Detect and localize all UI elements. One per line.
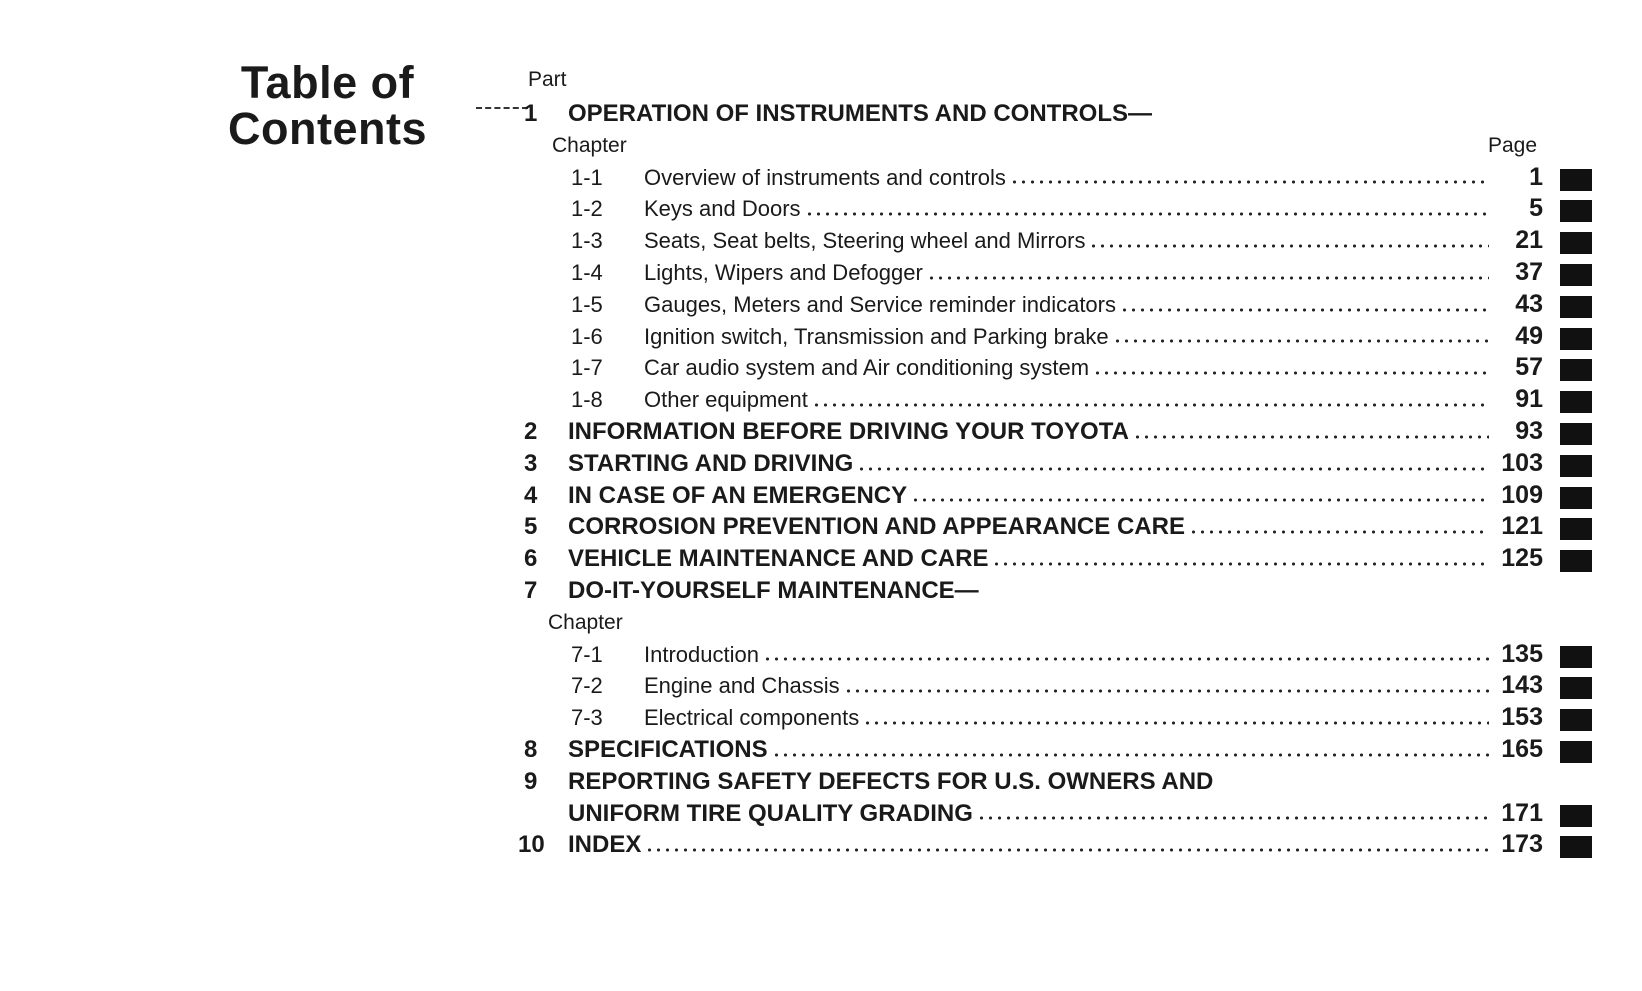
toc-part[interactable] [0,480,1642,512]
entry-title: Engine and Chassis [644,673,840,699]
entry-title: Ignition switch, Transmission and Parking brake [644,323,1109,349]
dot-leader [645,848,1489,852]
page-number: 1 [1529,162,1543,191]
section-tab-marker [1560,455,1592,477]
dot-leader [772,753,1489,757]
page-number: 109 [1501,480,1543,509]
toc-part-9-continued[interactable] [0,798,1642,830]
entry-number: 4 [524,481,538,509]
toc-part-1[interactable] [0,98,1642,130]
page-number: 153 [1501,703,1543,732]
section-tab-marker [1560,646,1592,668]
page-number: 57 [1515,353,1543,382]
column-headers [0,607,1642,639]
entry-number: 1-2 [571,196,603,222]
section-tab-marker [1560,296,1592,318]
entry-title: CORROSION PREVENTION AND APPEARANCE CARE [568,513,1185,541]
entry-title: Seats, Seat belts, Steering wheel and Mirrors [644,228,1086,254]
entry-title: Car audio system and Air conditioning system [644,355,1090,381]
toc-part[interactable] [0,511,1642,543]
chapter-column-label: Chapter [548,610,623,634]
part-title: SPECIFICATIONS [568,735,768,763]
toc-part-10[interactable] [0,829,1642,861]
section-tab-marker [1560,805,1592,827]
section-tab-marker [1560,359,1592,381]
part-number: 7 [524,576,538,604]
toc-part-8[interactable] [0,734,1642,766]
entry-number: 1-8 [571,387,603,413]
part-title: OPERATION OF INSTRUMENTS AND CONTROLS— [568,100,1152,127]
entry-number: 1-4 [571,259,603,285]
entry-number: 2 [524,417,538,445]
section-tab-marker [1560,836,1592,858]
part-number: 1 [524,100,538,127]
section-tab-marker [1560,550,1592,572]
dot-leader [857,467,1489,471]
dot-leader [844,689,1489,693]
dot-leader [1113,339,1489,343]
section-tab-marker [1560,487,1592,509]
toc-chapter[interactable] [0,257,1642,289]
section-tab-marker [1560,169,1592,191]
section-tab-marker [1560,677,1592,699]
part-number: 9 [524,767,538,795]
part-column-label: Part [528,68,567,91]
toc-chapter[interactable] [0,193,1642,225]
section-tab-marker [1560,518,1592,540]
title-line-2: Contents [228,103,427,154]
part-title: INDEX [568,831,642,859]
column-headers [0,130,1642,162]
toc-chapter[interactable] [0,670,1642,702]
part-title: DO-IT-YOURSELF MAINTENANCE— [568,576,979,604]
entry-number: 7-1 [571,641,603,667]
entry-number: 1-6 [571,323,603,349]
section-tab-marker [1560,264,1592,286]
dot-leader [1010,180,1489,184]
page-number: 125 [1501,544,1543,573]
entry-title: Electrical components [644,705,860,731]
toc-chapter[interactable] [0,162,1642,194]
page-number: 21 [1515,226,1543,255]
entry-title: Gauges, Meters and Service reminder indicators [644,291,1116,317]
dot-leader [863,721,1489,725]
entry-number: 1-3 [571,228,603,254]
section-tab-marker [1560,232,1592,254]
table-of-contents [0,98,1642,861]
dot-leader [992,562,1489,566]
page-number: 37 [1515,257,1543,286]
entry-title: Overview of instruments and controls [644,164,1006,190]
part-number: 8 [524,735,538,763]
part-title-line-1: REPORTING SAFETY DEFECTS FOR U.S. OWNERS AND [568,767,1214,795]
page-number: 165 [1501,734,1543,763]
dot-leader [1093,371,1489,375]
page-number: 43 [1515,289,1543,318]
toc-part[interactable] [0,416,1642,448]
section-tab-marker [1560,200,1592,222]
entry-title: Introduction [644,641,759,667]
dot-leader [1189,530,1489,534]
title-line-1: Table of [240,57,415,108]
page-number: 5 [1529,194,1543,223]
page-number: 103 [1501,448,1543,477]
entry-number: 5 [524,513,538,541]
dot-leader [977,816,1489,820]
entry-number: 7-3 [571,705,603,731]
page-number: 121 [1501,512,1543,541]
page-number: 171 [1501,798,1543,827]
entry-number: 6 [524,545,538,573]
toc-chapter[interactable] [0,321,1642,353]
section-tab-marker [1560,741,1592,763]
section-tab-marker [1560,391,1592,413]
page-number: 93 [1515,416,1543,445]
section-tab-marker [1560,709,1592,731]
entry-title: VEHICLE MAINTENANCE AND CARE [568,545,989,573]
chapter-column-label: Chapter [552,133,627,157]
page-number: 143 [1501,671,1543,700]
toc-chapter[interactable] [0,639,1642,671]
toc-chapter[interactable] [0,352,1642,384]
dot-leader [927,276,1489,280]
entry-number: 3 [524,449,538,477]
entry-number: 1-1 [571,164,603,190]
dot-leader [805,212,1489,216]
entry-number: 1-7 [571,355,603,381]
toc-part[interactable] [0,543,1642,575]
entry-title: STARTING AND DRIVING [568,449,854,477]
page-column-label: Page [1488,133,1538,157]
entry-title: Lights, Wipers and Defogger [644,259,923,285]
toc-chapter[interactable] [0,384,1642,416]
dot-leader [1120,308,1489,312]
entry-title: IN CASE OF AN EMERGENCY [568,481,908,509]
page-number: 135 [1501,639,1543,668]
entry-title: Other equipment [644,387,808,413]
entry-number: 7-2 [571,673,603,699]
page-number: 173 [1501,830,1543,859]
entry-title: INFORMATION BEFORE DRIVING YOUR TOYOTA [568,417,1129,445]
dot-leader [763,657,1489,661]
dot-leader [1133,435,1489,439]
toc-part[interactable] [0,448,1642,480]
dot-leader [911,498,1489,502]
toc-part-7[interactable] [0,575,1642,607]
toc-chapter[interactable] [0,225,1642,257]
dot-leader [1089,244,1489,248]
entry-title: Keys and Doors [644,196,801,222]
dot-leader [812,403,1489,407]
section-tab-marker [1560,423,1592,445]
page-number: 91 [1515,385,1543,414]
part-title-line-2: UNIFORM TIRE QUALITY GRADING [568,799,973,827]
entry-number: 1-5 [571,291,603,317]
toc-chapter[interactable] [0,702,1642,734]
section-tab-marker [1560,328,1592,350]
toc-chapter[interactable] [0,289,1642,321]
part-number: 10 [518,831,545,859]
toc-part-9[interactable] [0,766,1642,798]
page-number: 49 [1515,321,1543,350]
